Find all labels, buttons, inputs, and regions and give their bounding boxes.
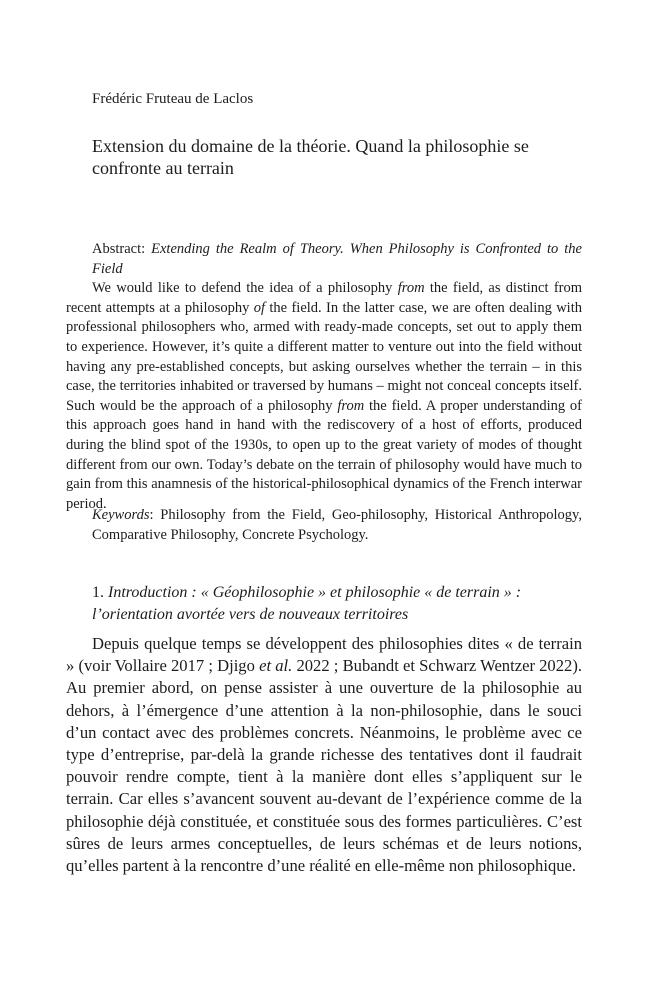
abstract-english-title: Extending the Realm of Theory. When Philosophy is Confronted to the Field xyxy=(92,241,582,277)
body-text-2: et al. xyxy=(259,656,293,676)
abstract-body xyxy=(66,279,582,514)
abstract-text-2: from xyxy=(397,280,425,297)
body-text-3: 2022 ; Bubandt et Schwarz Wentzer 2022). Au premier abord, on pense assister à une ouverture de la philosophie au dehors, à l’émergence d’une attention à la non-philosophie, dans le souci d’un contact avec des problèmes concrets. Néanmoins, le problème avec ce type d’entreprise, par-delà la grande richesse des tentatives dont il faudrait pouvoir rendre compte, tient à la manière dont elles s’appliquent sur le terrain. Car elles s’avancent souvent au-devant de l’expérience comme de la philosophie déjà constituée, et constituée sous des formes particulières. C’est sûres de leurs armes conceptuelles, de leurs schémas et de leurs notions, qu’elles partent à la rencontre d’une réalité en elle-même non philosophique. xyxy=(66,656,582,876)
abstract-text-7: the field. A proper understanding of this approach goes hand in hand with the rediscovery of a host of efforts, produced during the blind spot of the 1930s, to open up to the great variety of modes of thought different from our own. Today’s debate on the terrain of philosophy would have much to gain from this anamnesis of the historical-philosophical dynamics of the French interwar period. xyxy=(66,397,582,512)
abstract-text-6: from xyxy=(337,397,365,414)
abstract xyxy=(66,240,582,514)
abstract-text-4: of xyxy=(253,299,266,316)
body-paragraph xyxy=(66,633,582,877)
article-title: Extension du domaine de la théorie. Quand la philosophie se confronte au terrain xyxy=(92,136,529,178)
section-heading xyxy=(92,582,582,626)
abstract-text-1: We would like to defend the idea of a philosophy xyxy=(92,280,398,297)
abstract-label: Abstract: xyxy=(92,241,152,257)
section-number: 1. xyxy=(92,584,108,601)
abstract-text-3: the field, as distinct from recent attempts at a philosophy xyxy=(66,280,582,316)
abstract-heading xyxy=(66,240,582,279)
section-title: Introduction : « Géophilosophie » et philosophie « de terrain » : l’orientation avortée vers de nouveaux territoires xyxy=(92,584,522,623)
body-text-1: Depuis quelque temps se développent des philosophies dites « de terrain » (voir Vollaire 2017 ; Djigo xyxy=(66,634,582,676)
keywords-text: : Philosophy from the Field, Geo-philosophy, Historical Anthropology, Comparative Philosophy, Concrete Psychology. xyxy=(92,507,582,543)
keywords xyxy=(92,505,582,545)
author-name: Frédéric Fruteau de Laclos xyxy=(92,91,254,107)
keywords-label: Keywords xyxy=(92,507,150,523)
abstract-text-5: the field. In the latter case, we are often dealing with professional philosophers who, armed with ready-made concepts, set out to apply them to experience. However, it’s quite a different matter to venture out into the field without having any pre-established concepts, but asking ourselves whether the terrain – in this case, the territories inhabited or traversed by humans – might not conceal concepts itself. Such would be the approach of a philosophy xyxy=(66,299,582,414)
